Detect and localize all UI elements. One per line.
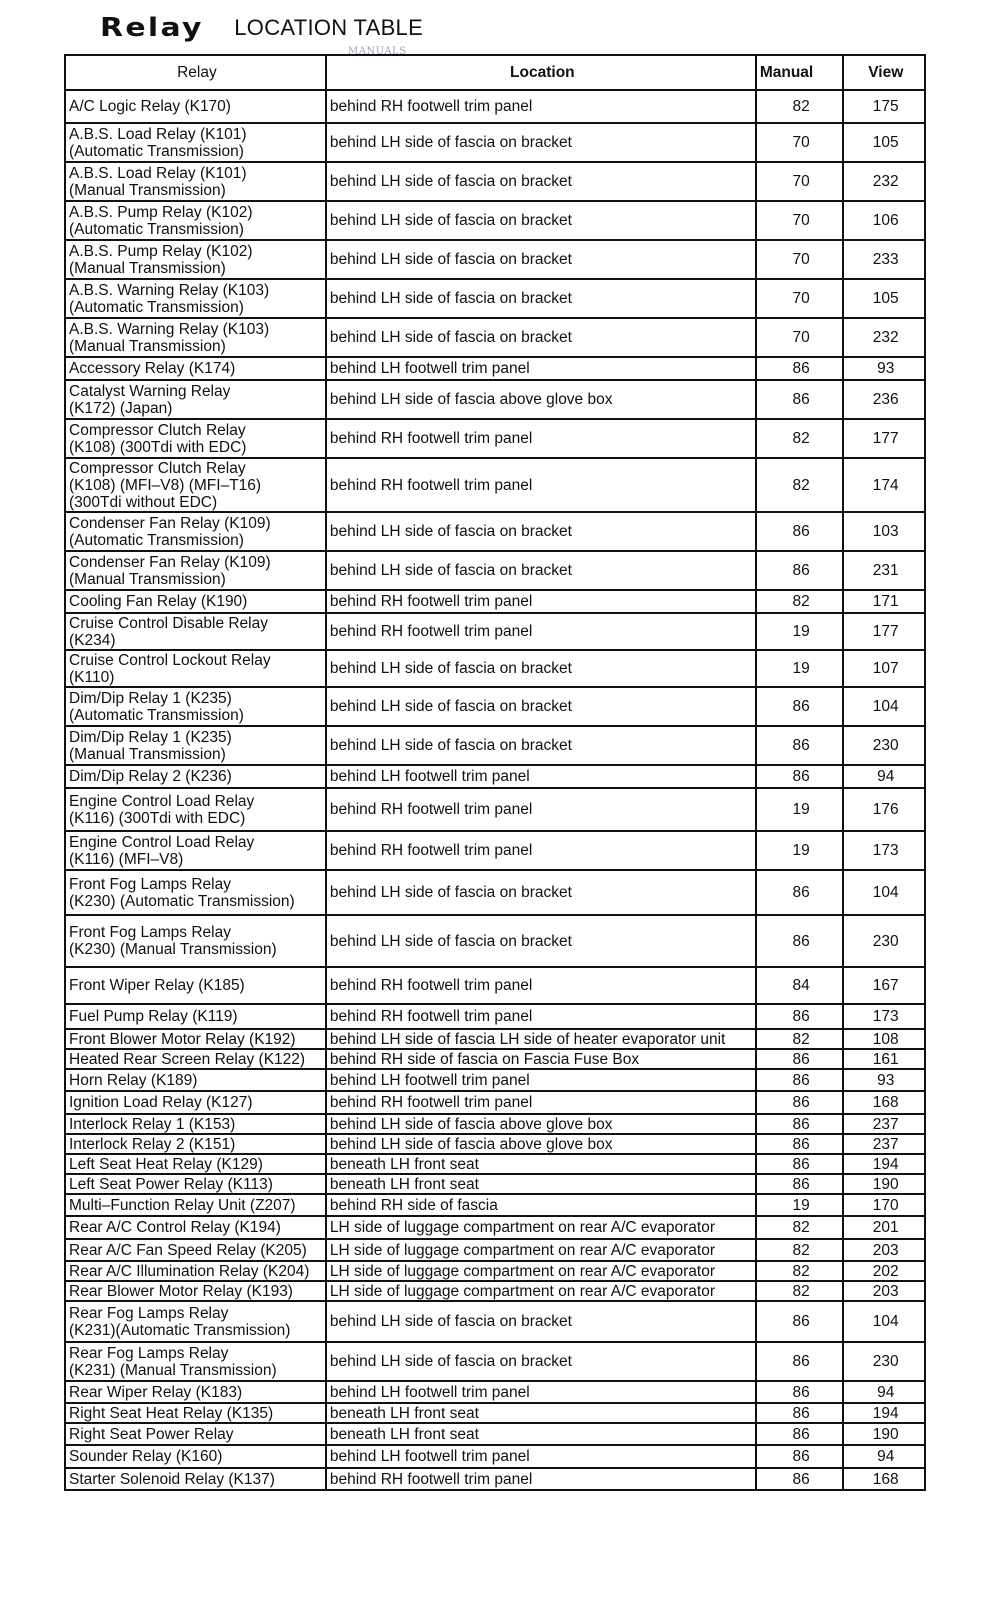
relay-name [65,1194,326,1216]
table-row [65,1004,925,1029]
relay-location: behind LH footwell trim panel [326,765,756,788]
relay-name [65,201,326,240]
manual-ref: 86 [756,357,844,380]
relay-name [65,458,326,512]
relay-name-text: A.B.S. Warning Relay (K103) (Automatic Transmission) [69,281,270,316]
manual-ref: 84 [756,967,844,1004]
view-ref: 168 [843,1091,925,1114]
relay-location: behind RH footwell trim panel [326,1004,756,1029]
view-ref: 104 [843,870,925,915]
manual-ref: 86 [756,1403,844,1423]
relay-name-text: Starter Solenoid Relay (K137) [69,1470,275,1488]
relay-location: behind LH side of fascia on bracket [326,870,756,915]
relay-name [65,1174,326,1194]
view-ref: 230 [843,726,925,765]
manual-ref: 70 [756,240,844,279]
relay-name-text: Rear A/C Control Relay (K194) [69,1219,281,1236]
relay-name [65,240,326,279]
relay-location: LH side of luggage compartment on rear A/C evaporator [326,1216,756,1239]
table-row [65,1301,925,1342]
view-ref: 236 [843,380,925,419]
table-row [65,1445,925,1468]
view-ref: 105 [843,123,925,162]
relay-name [65,1216,326,1239]
relay-location: behind RH footwell trim panel [326,590,756,613]
table-row [65,380,925,419]
relay-location: behind LH side of fascia above glove box [326,1114,756,1134]
relay-name [65,650,326,687]
table-row [65,1049,925,1069]
relay-name-text: Catalyst Warning Relay (K172) (Japan) [69,382,231,417]
view-ref: 108 [843,1029,925,1049]
relay-name-text: Horn Relay (K189) [69,1071,198,1089]
manual-ref: 70 [756,279,844,318]
relay-name-text: Dim/Dip Relay 2 (K236) [69,768,232,785]
table-row [65,512,925,551]
manual-ref: 82 [756,419,844,458]
view-ref: 237 [843,1134,925,1154]
table-row [65,915,925,967]
relay-name-text: Rear A/C Illumination Relay (K204) [69,1262,310,1280]
table-row [65,1381,925,1403]
table-row [65,240,925,279]
view-ref: 233 [843,240,925,279]
table-row [65,1239,925,1261]
view-ref: 94 [843,1445,925,1468]
view-ref: 167 [843,967,925,1004]
relay-name [65,590,326,613]
table-row [65,788,925,831]
table-header-row [65,55,925,90]
table-row [65,201,925,240]
relay-name-text: Left Seat Heat Relay (K129) [69,1155,263,1173]
manual-ref: 86 [756,1004,844,1029]
manual-ref: 86 [756,1091,844,1114]
table-row [65,458,925,512]
view-ref: 203 [843,1281,925,1301]
relay-location: behind RH footwell trim panel [326,788,756,831]
relay-location: behind LH side of fascia on bracket [326,551,756,590]
relay-location: behind LH footwell trim panel [326,1381,756,1403]
manual-ref: 86 [756,380,844,419]
relay-name [65,318,326,357]
table-row [65,1423,925,1445]
relay-name-text: Heated Rear Screen Relay (K122) [69,1050,306,1068]
view-ref: 105 [843,279,925,318]
table-row [65,1194,925,1216]
relay-name-text: Sounder Relay (K160) [69,1448,223,1465]
table-row [65,613,925,650]
relay-name [65,551,326,590]
table-row [65,831,925,870]
table-row [65,726,925,765]
relay-location: LH side of luggage compartment on rear A/C evaporator [326,1239,756,1261]
title-location-table: LOCATION TABLE [234,15,424,40]
relay-name-text: Left Seat Power Relay (K113) [69,1175,273,1193]
relay-name [65,788,326,831]
table-row [65,1468,925,1490]
view-ref: 177 [843,419,925,458]
relay-location: behind RH footwell trim panel [326,458,756,512]
relay-name [65,613,326,650]
relay-name-text: Dim/Dip Relay 1 (K235) (Manual Transmission) [69,728,232,763]
manual-ref: 86 [756,726,844,765]
relay-name-text: Multi–Function Relay Unit (Z207) [69,1196,296,1214]
relay-name-text: Fuel Pump Relay (K119) [69,1008,238,1025]
relay-name [65,831,326,870]
view-ref: 107 [843,650,925,687]
manual-ref: 82 [756,1261,844,1281]
table-row [65,162,925,201]
relay-name-text: Rear Wiper Relay (K183) [69,1383,243,1401]
relay-location: beneath LH front seat [326,1174,756,1194]
manual-ref: 86 [756,1468,844,1490]
view-ref: 202 [843,1261,925,1281]
relay-name-text: A.B.S. Pump Relay (K102) (Automatic Transmission) [69,203,253,238]
view-ref: 93 [843,357,925,380]
view-ref: 190 [843,1174,925,1194]
manual-ref: 86 [756,512,844,551]
relay-location: behind RH footwell trim panel [326,1091,756,1114]
manual-ref: 86 [756,915,844,967]
relay-location: beneath LH front seat [326,1403,756,1423]
table-row [65,357,925,380]
relay-name [65,765,326,788]
view-ref: 203 [843,1239,925,1261]
manual-ref: 19 [756,613,844,650]
column-header-manual: Manual [756,55,844,90]
table-row [65,870,925,915]
relay-name [65,1134,326,1154]
view-ref: 173 [843,831,925,870]
view-ref: 194 [843,1154,925,1174]
relay-name-text: Dim/Dip Relay 1 (K235) (Automatic Transmission) [69,689,244,724]
manual-ref: 19 [756,1194,844,1216]
relay-name-text: Interlock Relay 1 (K153) [69,1115,236,1133]
manual-ref: 86 [756,1445,844,1468]
relay-location: behind RH footwell trim panel [326,613,756,650]
table-row [65,1114,925,1134]
manual-ref: 82 [756,90,844,123]
relay-name-text: Cooling Fan Relay (K190) [69,593,248,610]
column-header-view: View [843,55,925,90]
relay-location: behind RH footwell trim panel [326,1468,756,1490]
relay-name-text: Rear Blower Motor Relay (K193) [69,1282,293,1300]
relay-location: behind LH footwell trim panel [326,357,756,380]
table-row [65,1216,925,1239]
manual-ref: 86 [756,1381,844,1403]
manual-ref: 19 [756,788,844,831]
relay-location: beneath LH front seat [326,1423,756,1445]
view-ref: 201 [843,1216,925,1239]
relay-name-text: Rear Fog Lamps Relay (K231)(Automatic Transmission) [69,1304,291,1339]
relay-name-text: Front Fog Lamps Relay (K230) (Manual Transmission) [69,924,277,958]
manual-ref: 19 [756,650,844,687]
relay-name-text: Right Seat Power Relay [69,1425,234,1443]
relay-name-text: Engine Control Load Relay (K116) (300Tdi with EDC) [69,792,255,827]
view-ref: 171 [843,590,925,613]
view-ref: 104 [843,687,925,726]
view-ref: 230 [843,915,925,967]
view-ref: 177 [843,613,925,650]
relay-name-text: Cruise Control Lockout Relay (K110) [69,651,271,686]
relay-name [65,162,326,201]
relay-location: behind RH footwell trim panel [326,419,756,458]
table-row [65,650,925,687]
table-row [65,318,925,357]
relay-name-text: Interlock Relay 2 (K151) [69,1135,236,1153]
relay-name [65,870,326,915]
relay-location: behind LH side of fascia above glove box [326,380,756,419]
table-row [65,765,925,788]
watermark: MANUALS [348,46,407,57]
relay-name-text: Front Blower Motor Relay (K192) [69,1030,296,1048]
relay-location: behind LH side of fascia on bracket [326,687,756,726]
relay-location: behind LH side of fascia on bracket [326,123,756,162]
table-row [65,967,925,1004]
manual-ref: 70 [756,123,844,162]
view-ref: 170 [843,1194,925,1216]
table-row [65,1261,925,1281]
relay-name-text: Right Seat Heat Relay (K135) [69,1404,274,1422]
relay-name-text: Condenser Fan Relay (K109) (Automatic Transmission) [69,514,271,549]
relay-name [65,1301,326,1342]
manual-ref: 86 [756,1154,844,1174]
relay-name [65,123,326,162]
relay-name [65,90,326,123]
relay-name [65,1445,326,1468]
relay-name-text: Front Fog Lamps Relay (K230) (Automatic Transmission) [69,875,295,910]
manual-ref: 70 [756,162,844,201]
relay-name-text: Compressor Clutch Relay (K108) (MFI–V8) (MFI–T16) (300Tdi without EDC) [69,459,262,511]
relay-location: behind LH side of fascia above glove box [326,1134,756,1154]
manual-ref: 86 [756,1069,844,1091]
table-row [65,1154,925,1174]
view-ref: 173 [843,1004,925,1029]
relay-name-text: A.B.S. Load Relay (K101) (Automatic Transmission) [69,125,247,160]
relay-name-text: A.B.S. Pump Relay (K102) (Manual Transmission) [69,242,253,277]
relay-name [65,380,326,419]
view-ref: 174 [843,458,925,512]
relay-name [65,1468,326,1490]
relay-name-text: Accessory Relay (K174) [69,360,236,377]
relay-location: behind LH side of fascia on bracket [326,201,756,240]
manual-ref: 82 [756,590,844,613]
relay-location: behind LH side of fascia on bracket [326,318,756,357]
manual-ref: 82 [756,1239,844,1261]
manual-ref: 86 [756,1134,844,1154]
view-ref: 237 [843,1114,925,1134]
relay-name [65,1381,326,1403]
manual-ref: 86 [756,1174,844,1194]
relay-name-text: A/C Logic Relay (K170) [69,98,231,115]
manual-ref: 70 [756,201,844,240]
table-row [65,590,925,613]
relay-name-text: Ignition Load Relay (K127) [69,1094,253,1111]
manual-ref: 86 [756,870,844,915]
relay-name [65,279,326,318]
table-row [65,279,925,318]
manual-ref: 82 [756,458,844,512]
view-ref: 94 [843,1381,925,1403]
relay-name [65,1281,326,1301]
relay-location: behind LH footwell trim panel [326,1069,756,1091]
relay-name [65,687,326,726]
view-ref: 232 [843,318,925,357]
view-ref: 168 [843,1468,925,1490]
relay-name [65,1342,326,1381]
manual-ref: 86 [756,1342,844,1381]
view-ref: 194 [843,1403,925,1423]
view-ref: 93 [843,1069,925,1091]
relay-location: LH side of luggage compartment on rear A/C evaporator [326,1261,756,1281]
table-row [65,419,925,458]
view-ref: 161 [843,1049,925,1069]
relay-name [65,1154,326,1174]
relay-name [65,512,326,551]
relay-name [65,1239,326,1261]
column-header-location: Location [326,55,756,90]
relay-location: behind RH footwell trim panel [326,90,756,123]
relay-location: behind LH side of fascia on bracket [326,279,756,318]
relay-name-text: A.B.S. Load Relay (K101) (Manual Transmission) [69,164,247,199]
relay-name [65,1004,326,1029]
relay-location: behind LH footwell trim panel [326,1445,756,1468]
relay-location: behind LH side of fascia on bracket [326,1301,756,1342]
table-row [65,1029,925,1049]
table-row [65,1069,925,1091]
relay-name [65,357,326,380]
relay-location: behind RH footwell trim panel [326,831,756,870]
table-row [65,1281,925,1301]
relay-location: behind LH side of fascia on bracket [326,726,756,765]
view-ref: 175 [843,90,925,123]
relay-location: behind LH side of fascia on bracket [326,650,756,687]
view-ref: 231 [843,551,925,590]
table-body [65,90,925,1490]
table-row [65,123,925,162]
relay-location: behind LH side of fascia on bracket [326,1342,756,1381]
relay-name-text: Cruise Control Disable Relay (K234) [69,614,268,649]
relay-name [65,1114,326,1134]
view-ref: 232 [843,162,925,201]
view-ref: 176 [843,788,925,831]
relay-location: LH side of luggage compartment on rear A/C evaporator [326,1281,756,1301]
relay-location: behind LH side of fascia on bracket [326,162,756,201]
relay-name-text: Compressor Clutch Relay (K108) (300Tdi with EDC) [69,421,247,456]
table-row [65,551,925,590]
view-ref: 106 [843,201,925,240]
view-ref: 104 [843,1301,925,1342]
view-ref: 103 [843,512,925,551]
table-row [65,1134,925,1154]
relay-name [65,1049,326,1069]
relay-name-text: A.B.S. Warning Relay (K103) (Manual Transmission) [69,320,270,355]
title-relay: Relay [100,13,204,43]
manual-ref: 86 [756,1114,844,1134]
relay-location: behind LH side of fascia on bracket [326,915,756,967]
relay-location: behind LH side of fascia on bracket [326,240,756,279]
manual-ref: 82 [756,1216,844,1239]
relay-location: behind RH side of fascia on Fascia Fuse Box [326,1049,756,1069]
relay-name [65,1423,326,1445]
manual-ref: 86 [756,765,844,788]
manual-ref: 82 [756,1281,844,1301]
page-title [100,8,423,48]
view-ref: 94 [843,765,925,788]
relay-location: beneath LH front seat [326,1154,756,1174]
manual-ref: 86 [756,1423,844,1445]
table-row [65,1091,925,1114]
table-row [65,1403,925,1423]
manual-ref: 86 [756,1049,844,1069]
table-row [65,1342,925,1381]
relay-name [65,419,326,458]
relay-location: behind RH footwell trim panel [326,967,756,1004]
relay-name [65,1403,326,1423]
relay-name [65,1069,326,1091]
relay-name-text: Front Wiper Relay (K185) [69,977,245,994]
relay-name [65,1091,326,1114]
relay-name-text: Condenser Fan Relay (K109) (Manual Transmission) [69,553,271,588]
relay-name [65,967,326,1004]
table-row [65,90,925,123]
relay-name-text: Engine Control Load Relay (K116) (MFI–V8) [69,833,255,868]
relay-name-text: Rear A/C Fan Speed Relay (K205) [69,1241,307,1259]
view-ref: 230 [843,1342,925,1381]
relay-location: behind LH side of fascia on bracket [326,512,756,551]
manual-ref: 86 [756,1301,844,1342]
relay-name [65,1029,326,1049]
relay-name [65,726,326,765]
relay-location: behind RH side of fascia [326,1194,756,1216]
table-row [65,1174,925,1194]
manual-ref: 82 [756,1029,844,1049]
manual-ref: 19 [756,831,844,870]
manual-ref: 86 [756,687,844,726]
table-row [65,687,925,726]
relay-location: behind LH side of fascia LH side of heater evaporator unit [326,1029,756,1049]
view-ref: 190 [843,1423,925,1445]
relay-location-table [64,54,926,1491]
relay-name [65,1261,326,1281]
manual-ref: 86 [756,551,844,590]
manual-ref: 70 [756,318,844,357]
column-header-relay: Relay [65,55,326,90]
relay-name [65,915,326,967]
relay-name-text: Rear Fog Lamps Relay (K231) (Manual Transmission) [69,1344,277,1379]
